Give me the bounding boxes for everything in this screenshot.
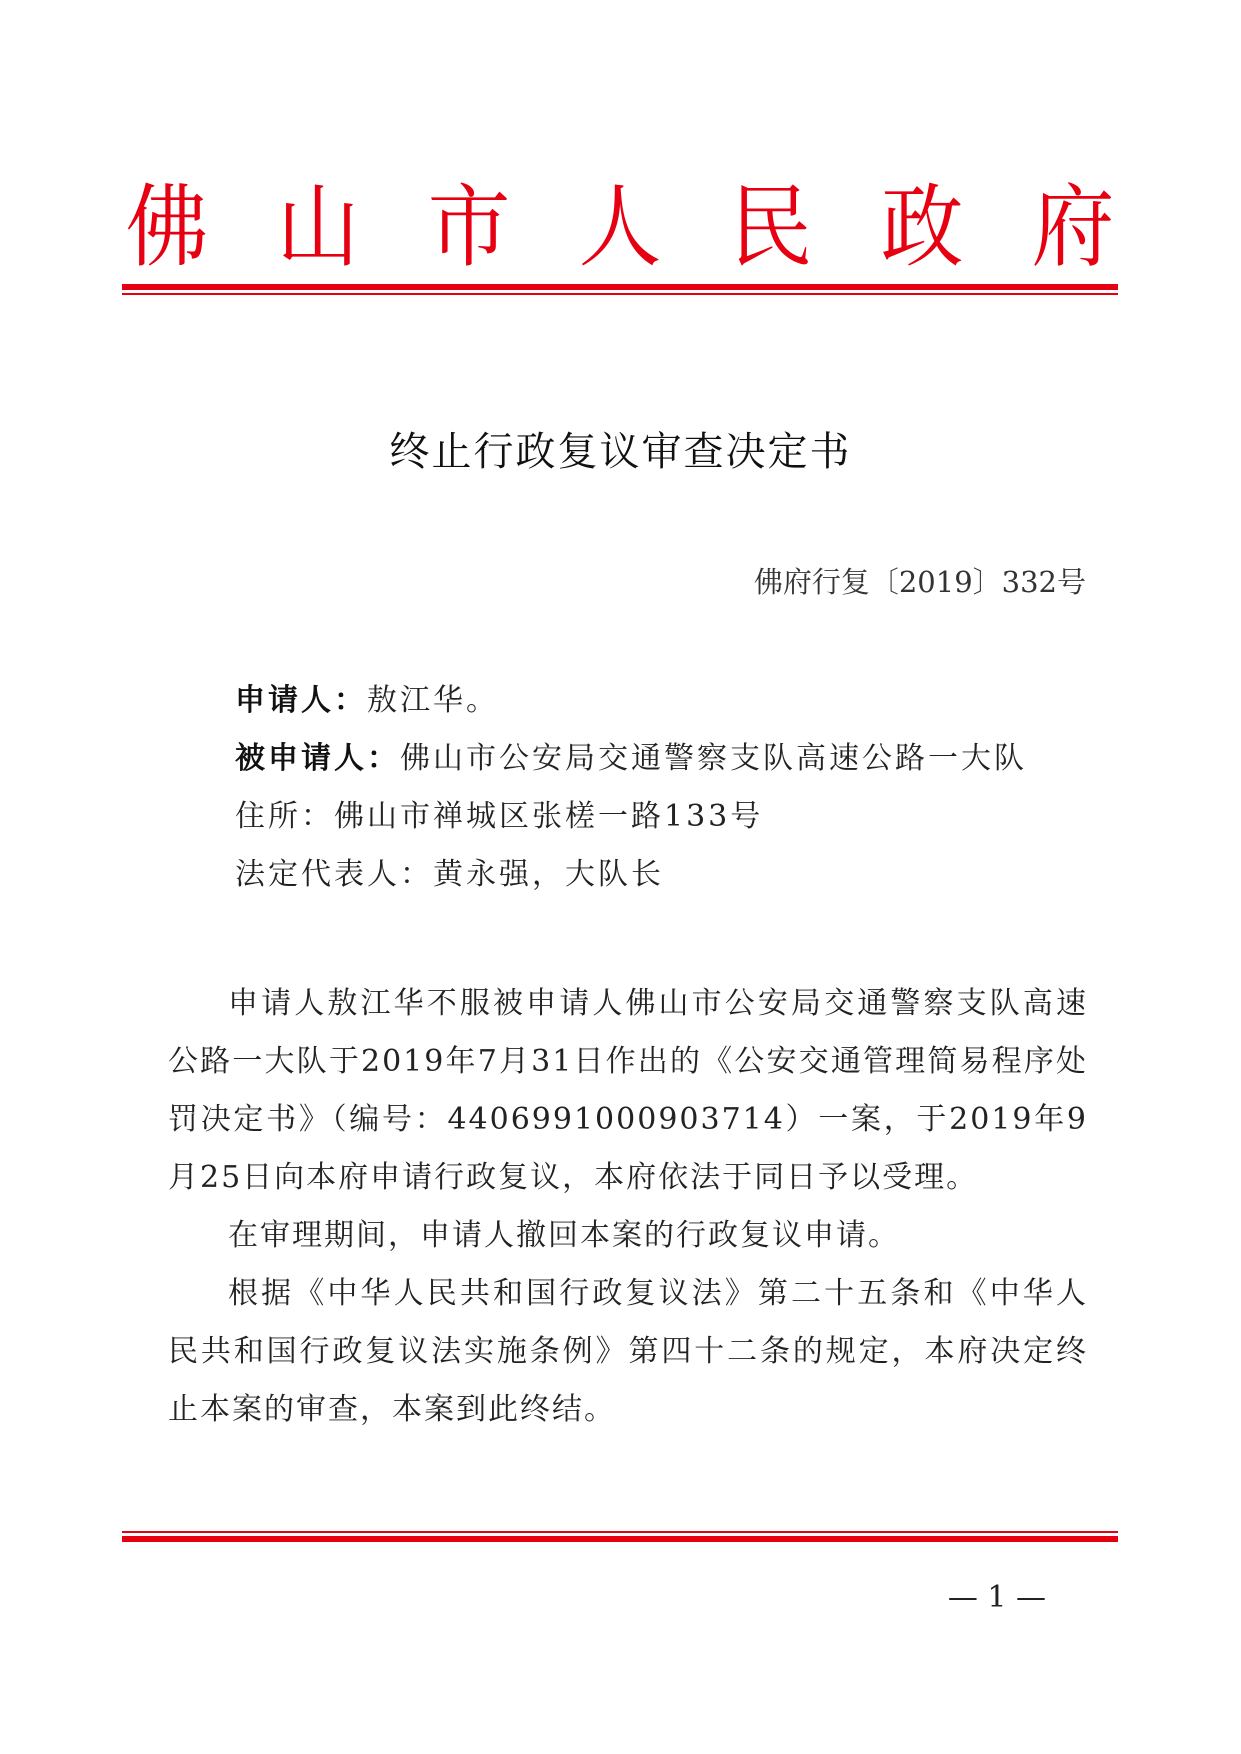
document-number: 佛府行复〔2019〕332号 xyxy=(753,565,1086,599)
masthead-char: 府 xyxy=(1031,175,1115,280)
page-number: — 1 — xyxy=(947,1580,1046,1615)
applicant-value: 敖江华。 xyxy=(367,683,499,718)
footer-rule-thin xyxy=(122,1531,1118,1533)
masthead-rule-thin xyxy=(122,293,1118,295)
masthead-char: 山 xyxy=(276,175,360,280)
respondent-line xyxy=(235,739,1027,779)
respondent-label: 被申请人： xyxy=(235,741,400,776)
address-line: 住所：佛山市禅城区张槎一路133号 xyxy=(235,799,764,834)
respondent-value: 佛山市公安局交通警察支队高速公路一大队 xyxy=(400,741,1027,776)
masthead-char: 佛 xyxy=(125,175,209,280)
document-title: 终止行政复议审查决定书 xyxy=(389,429,852,475)
applicant-line xyxy=(235,681,499,721)
body-paragraph: 根据《中华人民共和国行政复议法》第二十五条和《中华人民共和国行政复议法实施条例》第四十二条的规定，本府决定终止本案的审查，本案到此终结。 xyxy=(168,1276,1088,1427)
masthead-rule-thick xyxy=(122,284,1118,290)
decision-body xyxy=(168,975,1088,1439)
applicant-label: 申请人： xyxy=(235,683,367,718)
legal-representative-line: 法定代表人：黄永强，大队长 xyxy=(235,857,664,892)
masthead-char: 民 xyxy=(729,175,813,280)
masthead-char: 市 xyxy=(427,175,511,280)
body-paragraph: 申请人敖江华不服被申请人佛山市公安局交通警察支队高速公路一大队于2019年7月31日作出的《公安交通管理简易程序处罚决定书》（编号：4406991000903714）一案，于2019年9月25日向本府申请行政复议，本府依法于同日予以受理。 xyxy=(168,986,1088,1195)
body-paragraph: 在审理期间，申请人撤回本案的行政复议申请。 xyxy=(228,1218,900,1253)
masthead-char: 人 xyxy=(578,175,662,280)
masthead-char: 政 xyxy=(880,175,964,280)
footer-rule-thick xyxy=(122,1536,1118,1542)
masthead-title xyxy=(122,175,1118,280)
